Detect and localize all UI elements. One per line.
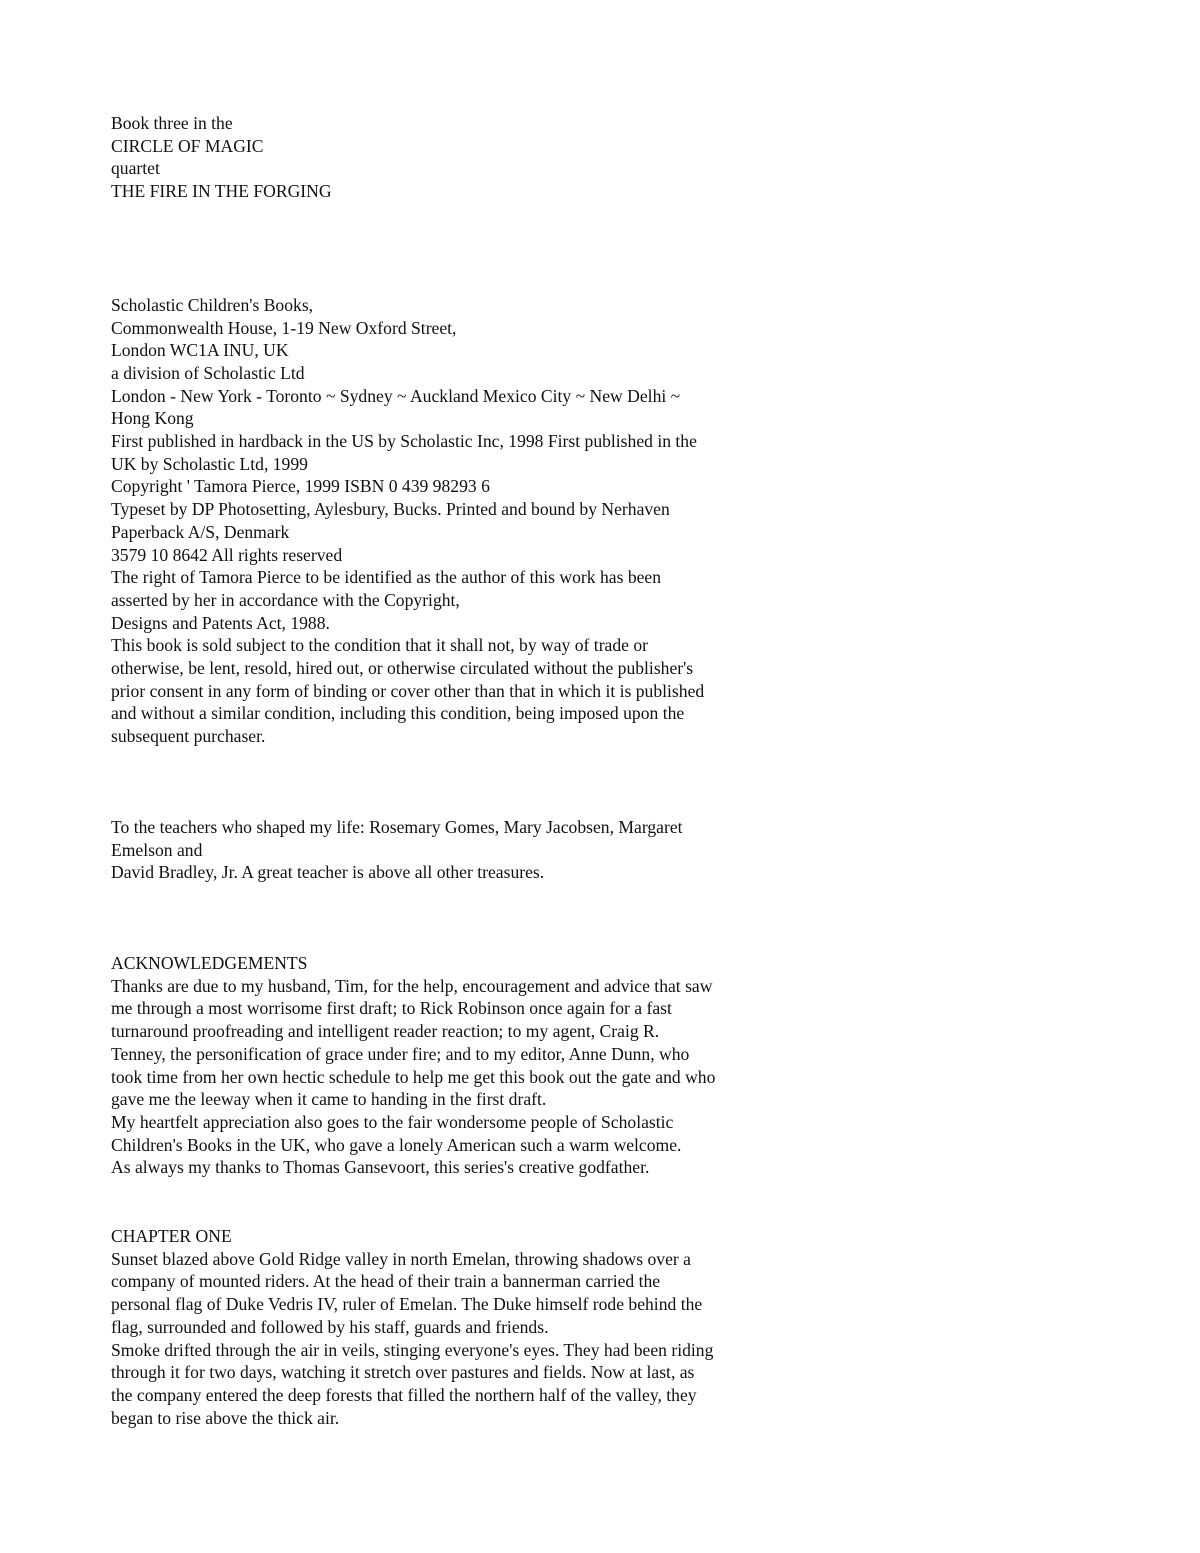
- imprint-line: London - New York - Toronto ~ Sydney ~ Auckland Mexico City ~ New Delhi ~: [111, 385, 681, 406]
- imprint-line: asserted by her in accordance with the Copyright,: [111, 589, 460, 610]
- dedication-line: To the teachers who shaped my life: Rosemary Gomes, Mary Jacobsen, Margaret: [111, 816, 683, 837]
- imprint-line: a division of Scholastic Ltd: [111, 362, 305, 383]
- spacer: [111, 1179, 801, 1225]
- acknowledgements-line: Children's Books in the UK, who gave a lonely American such a warm welcome.: [111, 1134, 682, 1155]
- imprint-line: Designs and Patents Act, 1988.: [111, 612, 330, 633]
- imprint-line: First published in hardback in the US by Scholastic Inc, 1998 First published in the: [111, 431, 697, 452]
- imprint-line: Commonwealth House, 1-19 New Oxford Street,: [111, 317, 457, 338]
- chapter-line: began to rise above the thick air.: [111, 1407, 340, 1428]
- chapter-heading: CHAPTER ONE: [111, 1226, 232, 1247]
- imprint-line: The right of Tamora Pierce to be identified as the author of this work has been: [111, 567, 662, 588]
- imprint-line: and without a similar condition, including this condition, being imposed upon the: [111, 703, 685, 724]
- acknowledgements-line: me through a most worrisome first draft; to Rick Robinson once again for a fast: [111, 998, 672, 1019]
- spacer: [111, 203, 801, 294]
- dedication-line: David Bradley, Jr. A great teacher is above all other treasures.: [111, 862, 545, 883]
- imprint-line: prior consent in any form of binding or cover other than that in which it is published: [111, 680, 705, 701]
- imprint-line: 3579 10 8642 All rights reserved: [111, 544, 343, 565]
- series-line: Book three in the: [111, 113, 233, 133]
- chapter-block: [111, 1225, 801, 1429]
- imprint-line: otherwise, be lent, resold, hired out, or otherwise circulated without the publisher's: [111, 658, 694, 679]
- imprint-line: London WC1A INU, UK: [111, 340, 289, 361]
- chapter-line: through it for two days, watching it stretch over pastures and fields. Now at last, as: [111, 1362, 695, 1383]
- chapter-line: Sunset blazed above Gold Ridge valley in north Emelan, throwing shadows over a: [111, 1248, 691, 1269]
- acknowledgements-line: turnaround proofreading and intelligent reader reaction; to my agent, Craig R.: [111, 1021, 660, 1042]
- imprint-line: Scholastic Children's Books,: [111, 294, 314, 315]
- chapter-line: flag, surrounded and followed by his staff, guards and friends.: [111, 1316, 549, 1337]
- book-title: THE FIRE IN THE FORGING: [111, 181, 332, 202]
- imprint-block: [111, 294, 801, 748]
- acknowledgements-heading: ACKNOWLEDGEMENTS: [111, 952, 308, 973]
- acknowledgements-line: gave me the leeway when it came to handing in the first draft.: [111, 1089, 547, 1110]
- acknowledgements-block: [111, 952, 801, 1179]
- chapter-line: company of mounted riders. At the head of their train a bannerman carried the: [111, 1271, 661, 1292]
- dedication-block: [111, 816, 801, 884]
- series-block: [111, 112, 801, 203]
- dedication-line: Emelson and: [111, 839, 203, 860]
- acknowledgements-line: Thanks are due to my husband, Tim, for the help, encouragement and advice that saw: [111, 975, 713, 996]
- imprint-line: Hong Kong: [111, 408, 194, 429]
- imprint-line: Paperback A/S, Denmark: [111, 521, 290, 542]
- acknowledgements-line: Tenney, the personification of grace under fire; and to my editor, Anne Dunn, who: [111, 1043, 690, 1064]
- acknowledgements-line: As always my thanks to Thomas Gansevoort, this series's creative godfather.: [111, 1157, 650, 1178]
- imprint-line: subsequent purchaser.: [111, 726, 266, 747]
- chapter-line: personal flag of Duke Vedris IV, ruler of Emelan. The Duke himself rode behind the: [111, 1294, 703, 1315]
- chapter-line: Smoke drifted through the air in veils, stinging everyone's eyes. They had been riding: [111, 1339, 714, 1360]
- spacer: [111, 748, 801, 816]
- series-line: quartet: [111, 158, 160, 179]
- chapter-line: the company entered the deep forests that filled the northern half of the valley, they: [111, 1384, 697, 1405]
- document-page: [111, 112, 801, 1429]
- copyright-line: Copyright ' Tamora Pierce, 1999 ISBN 0 439 98293 6: [111, 476, 490, 497]
- imprint-line: UK by Scholastic Ltd, 1999: [111, 453, 308, 474]
- acknowledgements-line: took time from her own hectic schedule to help me get this book out the gate and who: [111, 1066, 716, 1087]
- acknowledgements-line: My heartfelt appreciation also goes to the fair wondersome people of Scholastic: [111, 1111, 674, 1132]
- series-title: CIRCLE OF MAGIC: [111, 135, 264, 156]
- imprint-line: Typeset by DP Photosetting, Aylesbury, Bucks. Printed and bound by Nerhaven: [111, 499, 670, 520]
- imprint-line: This book is sold subject to the condition that it shall not, by way of trade or: [111, 635, 649, 656]
- spacer: [111, 884, 801, 952]
